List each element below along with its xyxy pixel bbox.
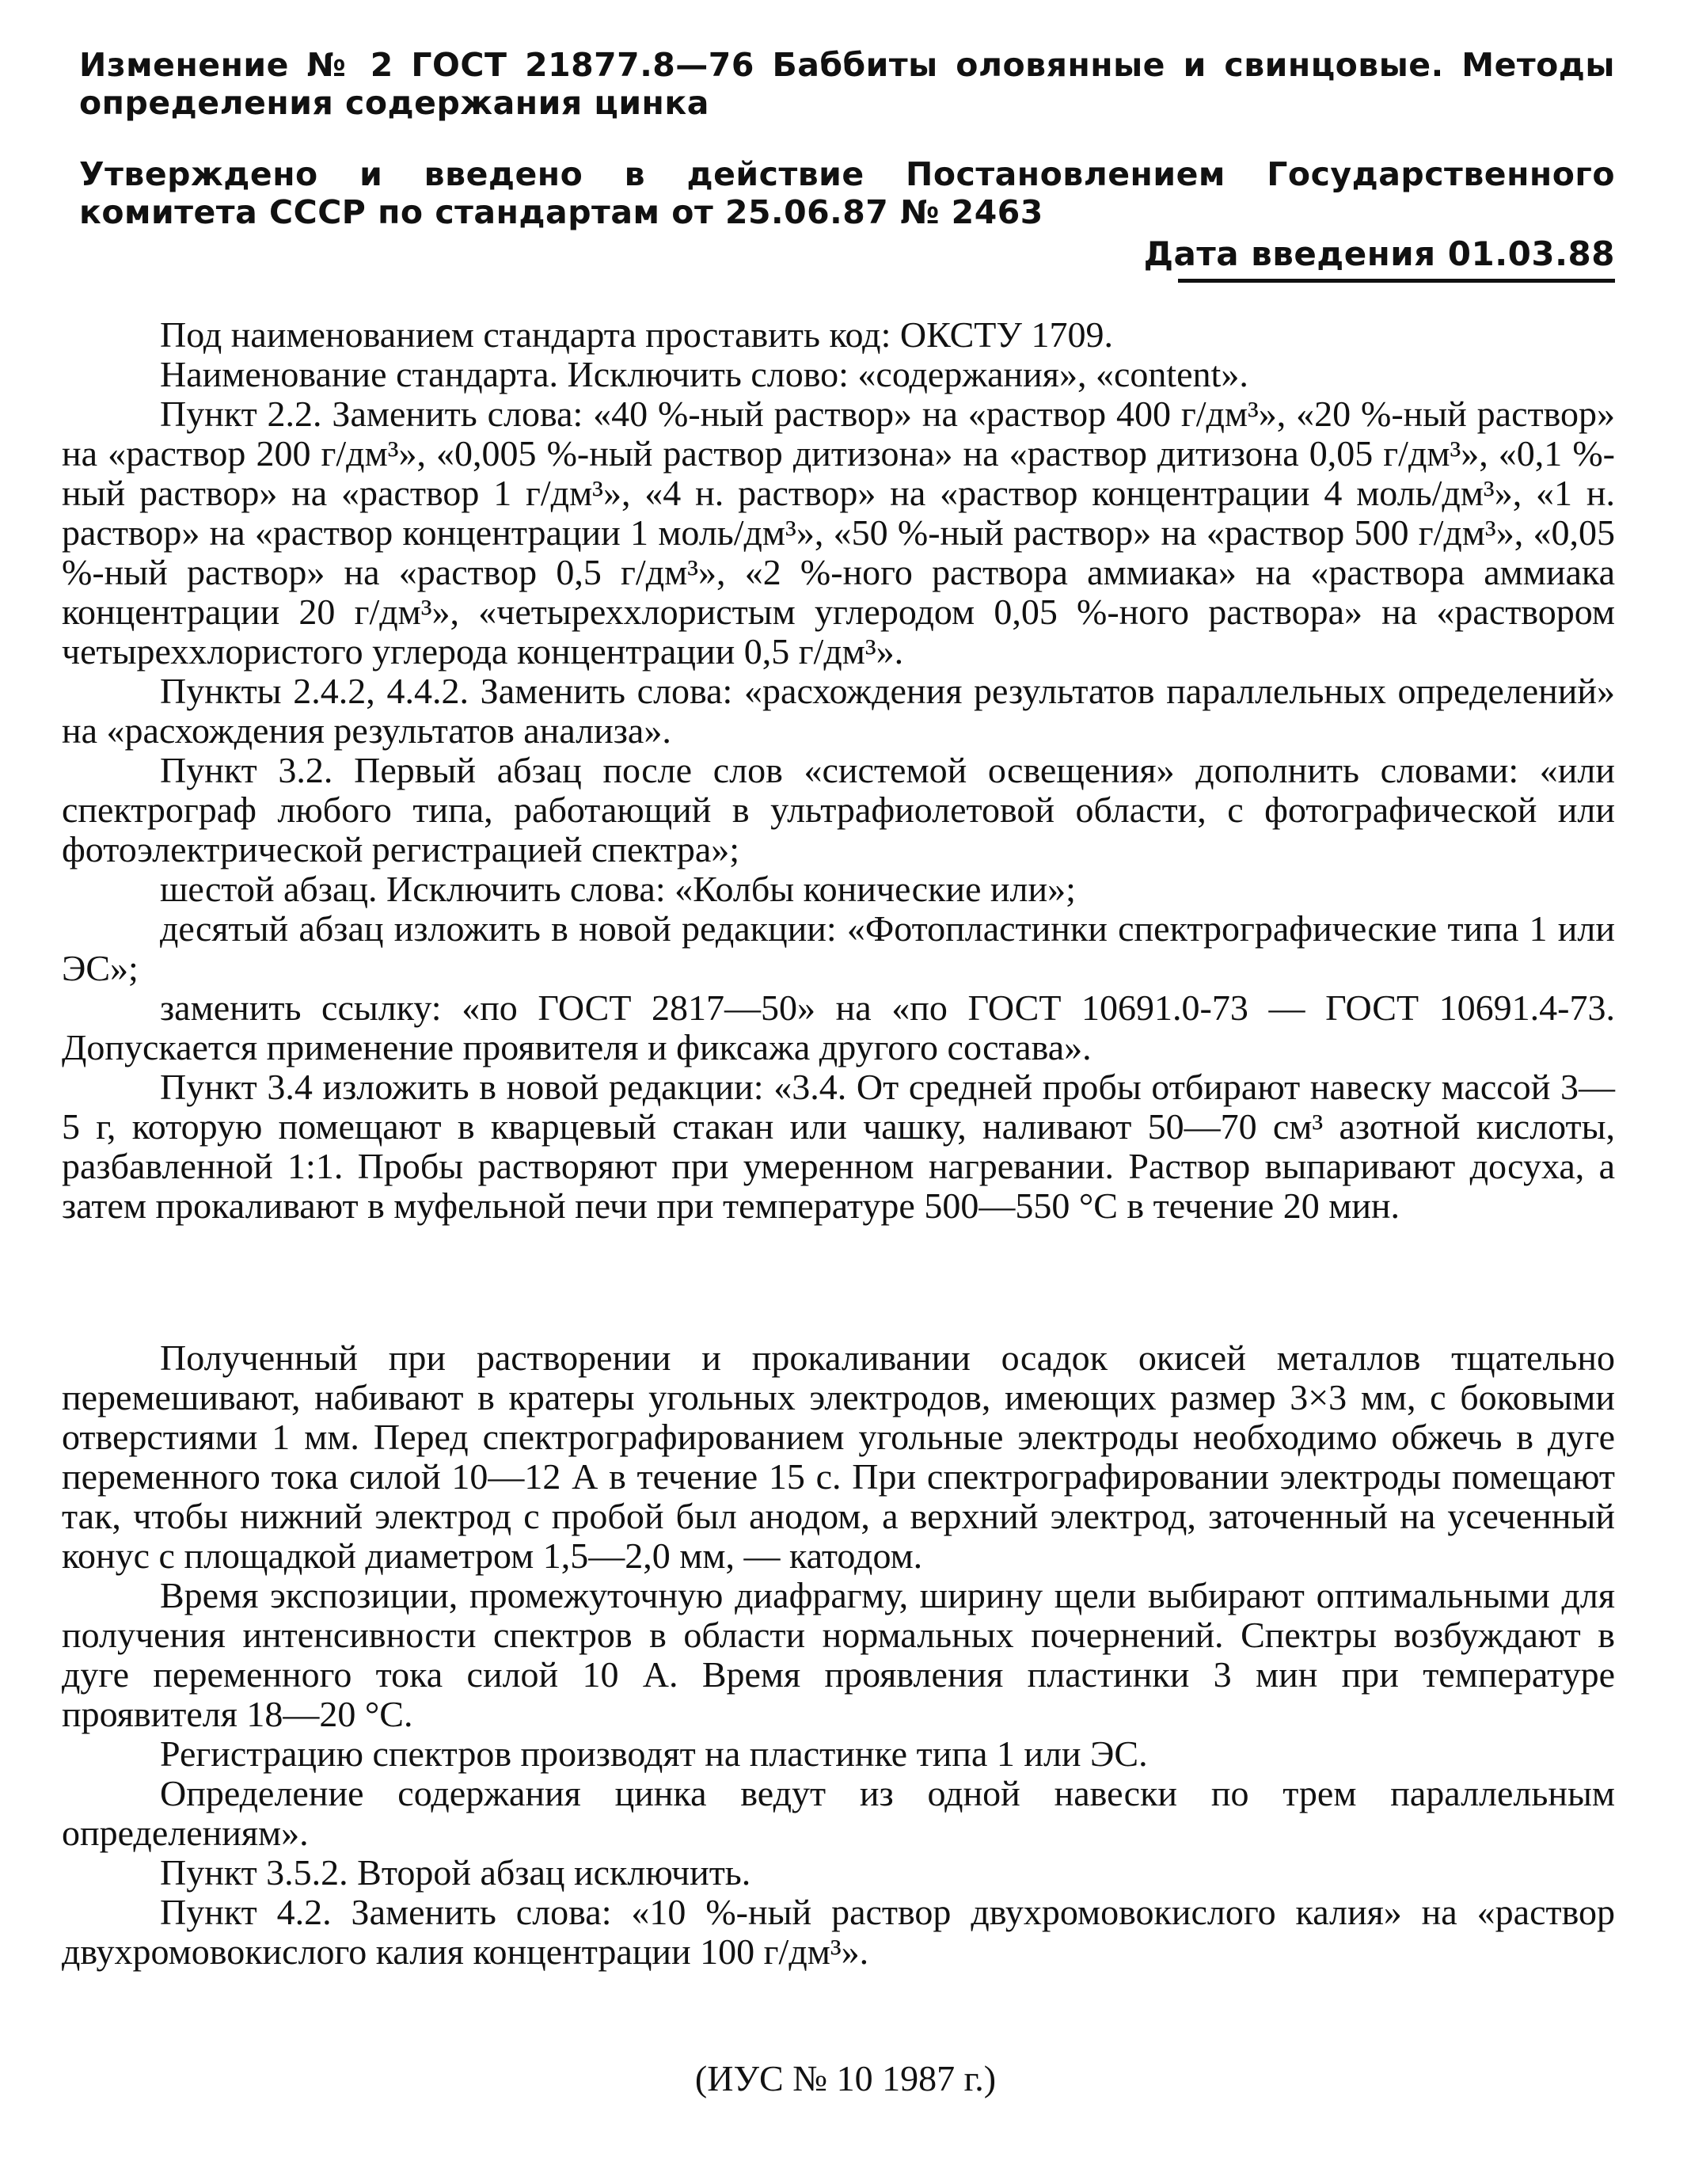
paragraph-item-3-2: Пункт 3.2. Первый абзац после слов «системой освещения» дополнить словами: «или спектрограф любого типа, работающий в ультрафиолетовой области, с фотографической или фотоэлектрической регистрацией спектра»; [62,750,1615,869]
amendment-body-part-1 [62,315,1615,1226]
introduction-date-underline [1178,279,1615,283]
paragraph-item-2-2: Пункт 2.2. Заменить слова: «40 %-ный раствор» на «раствор 400 г/дм³», «20 %-ный раствор» на «раствор 200 г/дм³», «0,005 %-ный раствор дитизона» на «раствор дитизона 0,05 г/дм³», «0,1 %-ный раствор» на «раствор 1 г/дм³», «4 н. раствор» на «раствор концентрации 4 моль/дм³», «1 н. раствор» на «раствор концентрации 1 моль/дм³», «50 %-ный раствор» на «раствор 500 г/дм³», «0,05 %-ный раствор» на «раствор 0,5 г/дм³», «2 %-ного раствора аммиака» на «раствора аммиака концентрации 20 г/дм³», «четыреххлористым углеродом 0,05 %-ного раствора» на «раствором четыреххлористого углерода концентрации 0,5 г/дм³». [62,394,1615,672]
paragraph-zinc-determination: Определение содержания цинка ведут из одной навески по трем параллельным определениям». [62,1773,1615,1853]
introduction-date: Дата введения 01.03.88 [1143,234,1615,273]
paragraph-replace-reference: заменить ссылку: «по ГОСТ 2817—50» на «по ГОСТ 10691.0-73 — ГОСТ 10691.4-73. Допускается применение проявителя и фиксажа другого состава». [62,987,1615,1067]
approval-statement: Утверждено и введено в действие Постановлением Государственного комитета СССР по стандартам от 25.06.87 № 2463 [79,155,1615,231]
source-reference: (ИУС № 10 1987 г.) [694,2058,997,2098]
paragraph-oxide-preparation: Полученный при растворении и прокаливании осадок окисей металлов тщательно перемешивают, набивают в кратеры угольных электродов, имеющих размер 3×3 мм, с боковыми отверстиями 1 мм. Перед спектрографированием угольные электроды необходимо обжечь в дуге переменного тока силой 10—12 А в течение 15 с. При спектрографировании электроды помещают так, чтобы нижний электрод с пробой был анодом, а верхний электрод, заточенный на усеченный конус с площадкой диаметром 1,5—2,0 мм, — катодом. [62,1337,1615,1576]
paragraph-item-3-5-2: Пункт 3.5.2. Второй абзац исключить. [160,1852,751,1893]
paragraph-standard-name: Наименование стандарта. Исключить слово: «содержания», «content». [160,354,1248,394]
paragraph-items-2-4-2: Пункты 2.4.2, 4.4.2. Заменить слова: «расхождения результатов параллельных определений» на «расхождения результатов анализа». [62,671,1615,751]
paragraph-oksu-code: Под наименованием стандарта проставить код: ОКСТУ 1709. [160,314,1113,355]
amendment-title: Изменение № 2 ГОСТ 21877.8—76 Баббиты оловянные и свинцовые. Методы определения содержания цинка [79,46,1615,122]
paragraph-item-3-4: Пункт 3.4 изложить в новой редакции: «3.4. От средней пробы отбирают навеску массой 3—5 г, которую помещают в кварцевый стакан или чашку, наливают 50—70 см³ азотной кислоты, разбавленной 1:1. Пробы растворяют при умеренном нагревании. Раствор выпаривают досуха, а затем прокаливают в муфельной печи при температуре 500—550 °С в течение 20 мин. [62,1067,1615,1226]
paragraph-sixth-abzac: шестой абзац. Исключить слова: «Колбы конические или»; [160,869,1076,909]
paragraph-spectra-registration: Регистрацию спектров производят на пластинке типа 1 или ЭС. [160,1733,1148,1774]
paragraph-tenth-abzac: десятый абзац изложить в новой редакции: «Фотопластинки спектрографические типа 1 или ЭС»; [62,908,1615,988]
paragraph-item-4-2: Пункт 4.2. Заменить слова: «10 %-ный раствор двухромовокислого калия» на «раствор двухромовокислого калия концентрации 100 г/дм³». [62,1892,1615,1972]
paragraph-exposure-time: Время экспозиции, промежуточную диафрагму, ширину щели выбирают оптимальными для получения интенсивности спектров в области нормальных почернений. Спектры возбуждают в дуге переменного тока силой 10 А. Время проявления пластинки 3 мин при температуре проявителя 18—20 °С. [62,1575,1615,1734]
amendment-body-part-2 [62,1338,1615,1972]
